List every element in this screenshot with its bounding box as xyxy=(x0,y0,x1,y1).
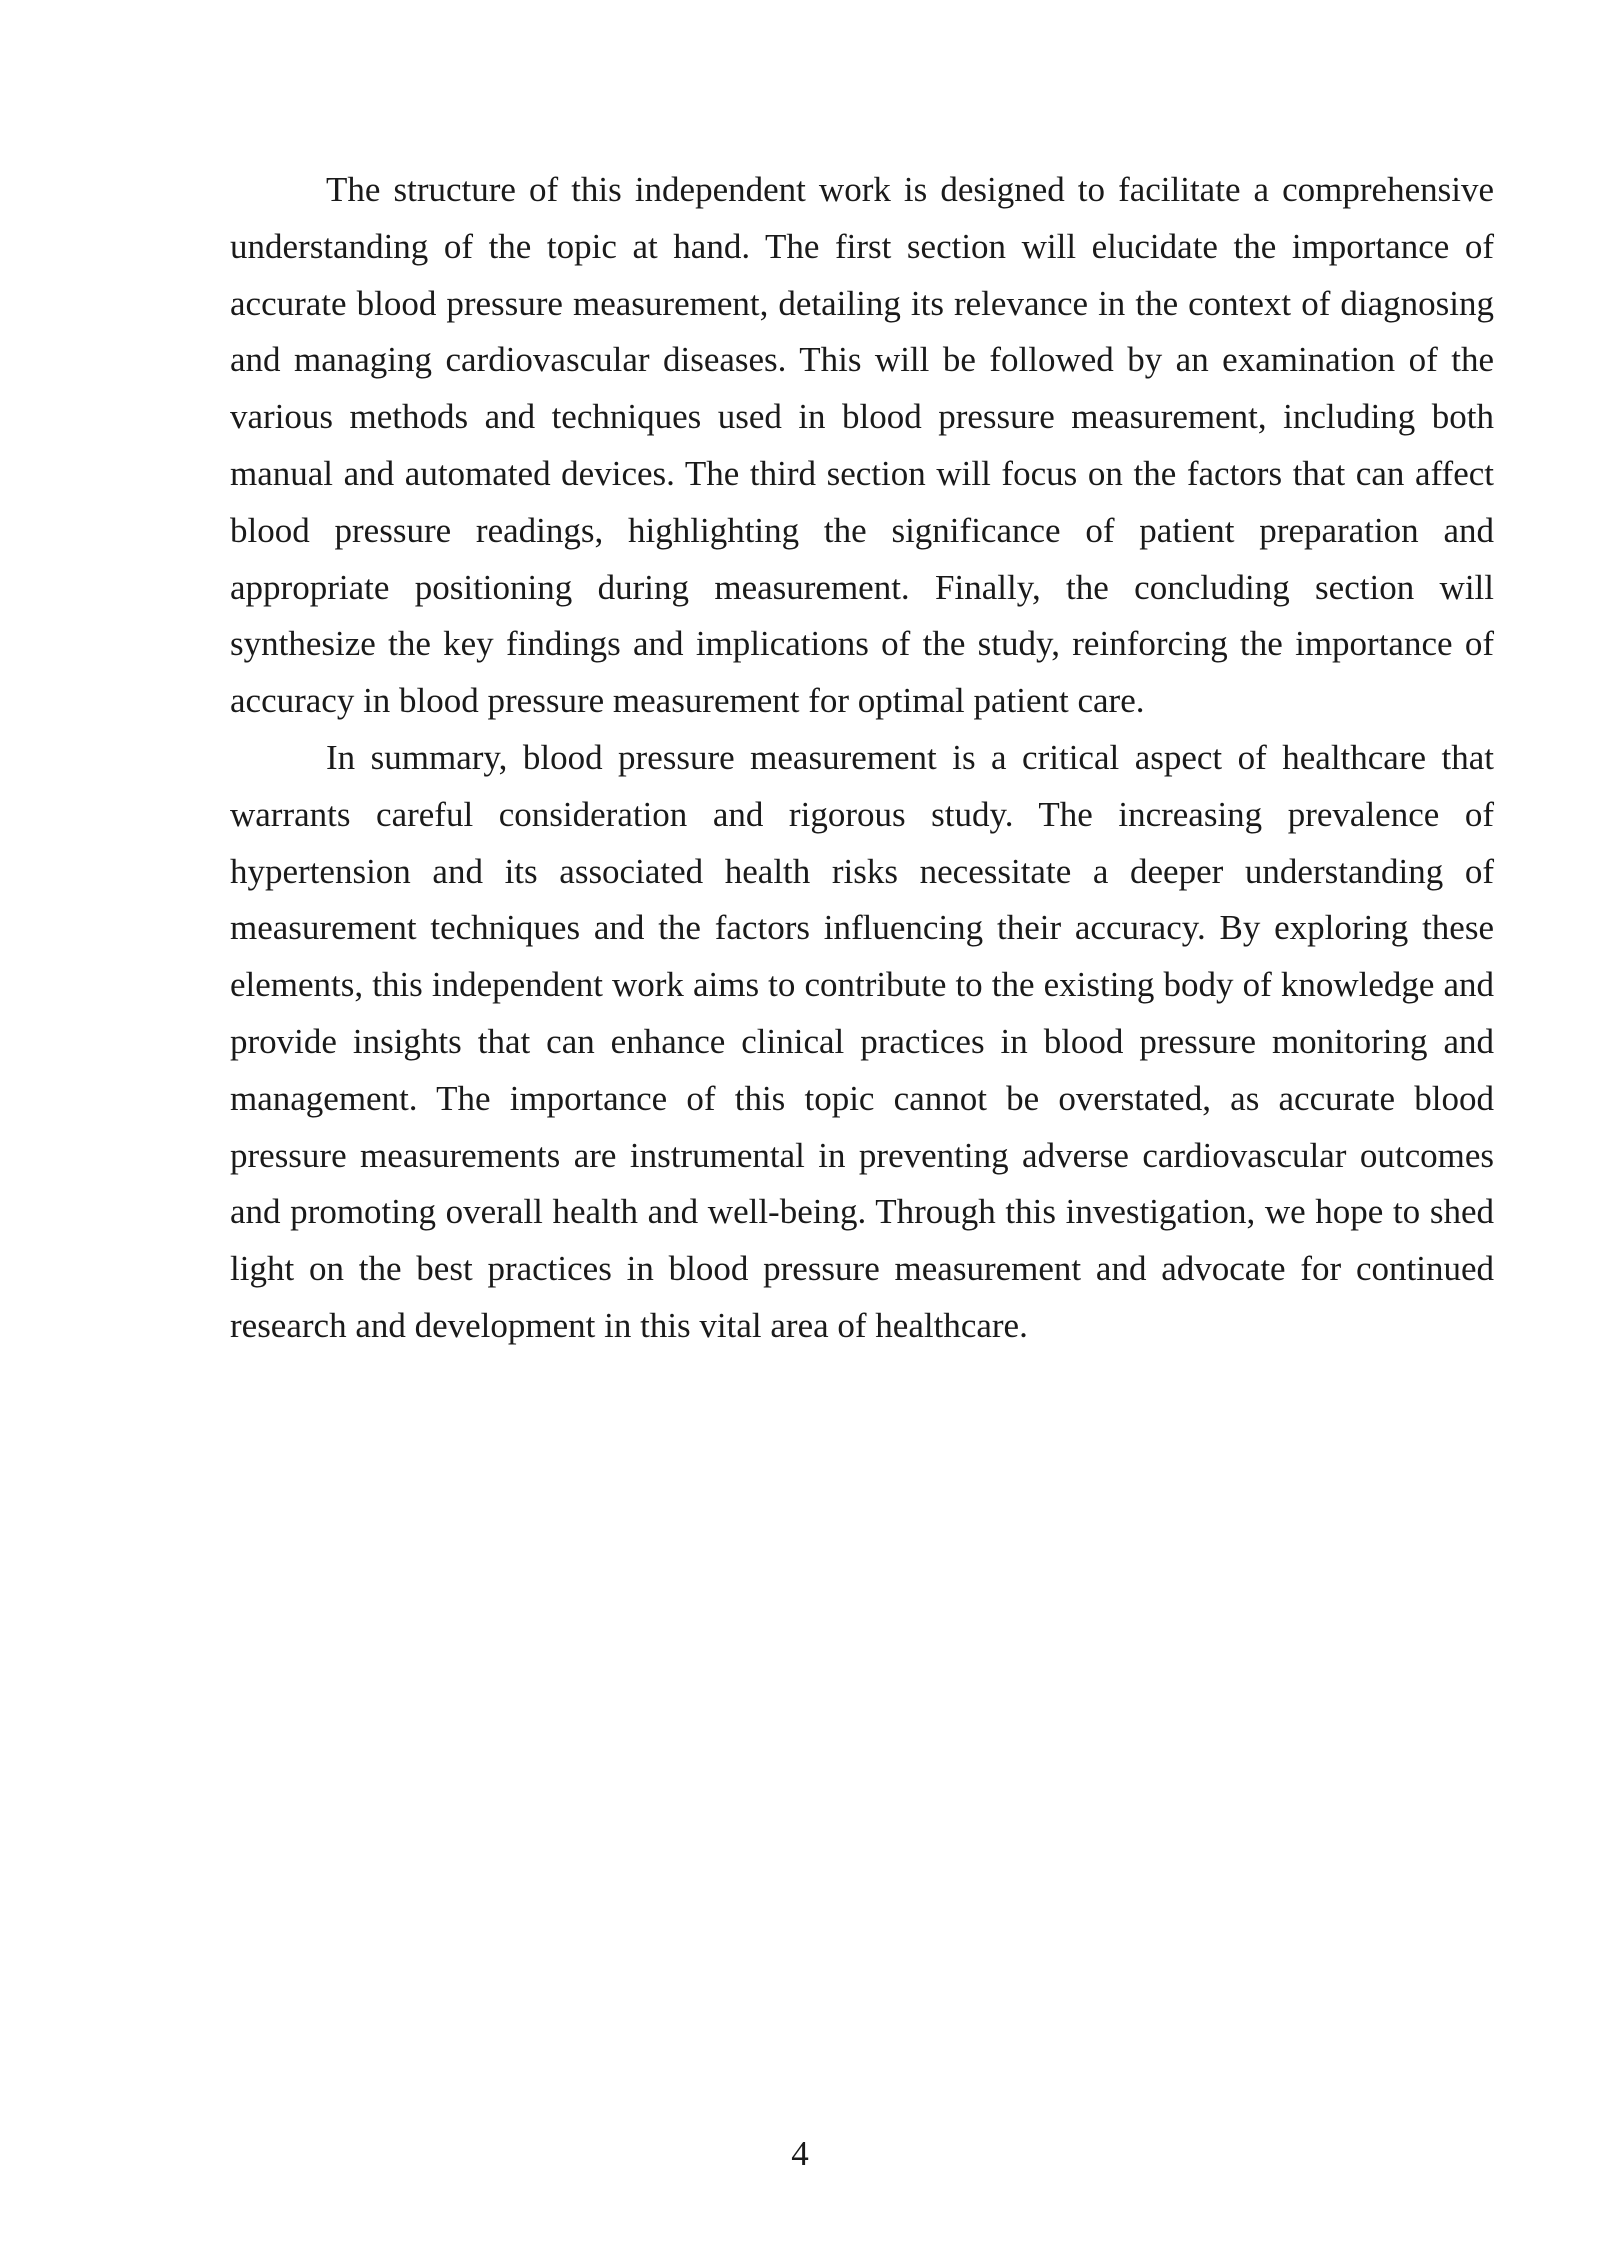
page-number: 4 xyxy=(791,2134,809,2173)
body-text xyxy=(230,162,1494,1355)
paragraph-structure: The structure of this independent work is designed to facilitate a comprehensive understanding of the topic at hand. The first section will elucidate the importance of accurate blood pressure measurement, detailing its relevance in the context of diagnosing and managing cardiovascular diseases. This will be followed by an examination of the various methods and techniques used in blood pressure measurement, including both manual and automated devices. The third section will focus on the factors that can affect blood pressure readings, highlighting the significance of patient preparation and appropriate positioning during measurement. Finally, the concluding section will synthesize the key findings and implications of the study, reinforcing the importance of accuracy in blood pressure measurement for optimal patient care. xyxy=(230,170,1494,721)
paragraph-summary: In summary, blood pressure measurement is a critical aspect of healthcare that warrants careful consideration and rigorous study. The increasing prevalence of hypertension and its associated health risks necessitate a deeper understanding of measurement techniques and the factors influencing their accuracy. By exploring these elements, this independent work aims to contribute to the existing body of knowledge and provide insights that can enhance clinical practices in blood pressure monitoring and management. The importance of this topic cannot be overstated, as accurate blood pressure measurements are instrumental in preventing adverse cardiovascular outcomes and promoting overall health and well-being. Through this investigation, we hope to shed light on the best practices in blood pressure measurement and advocate for continued research and development in this vital area of healthcare. xyxy=(230,737,1494,1345)
